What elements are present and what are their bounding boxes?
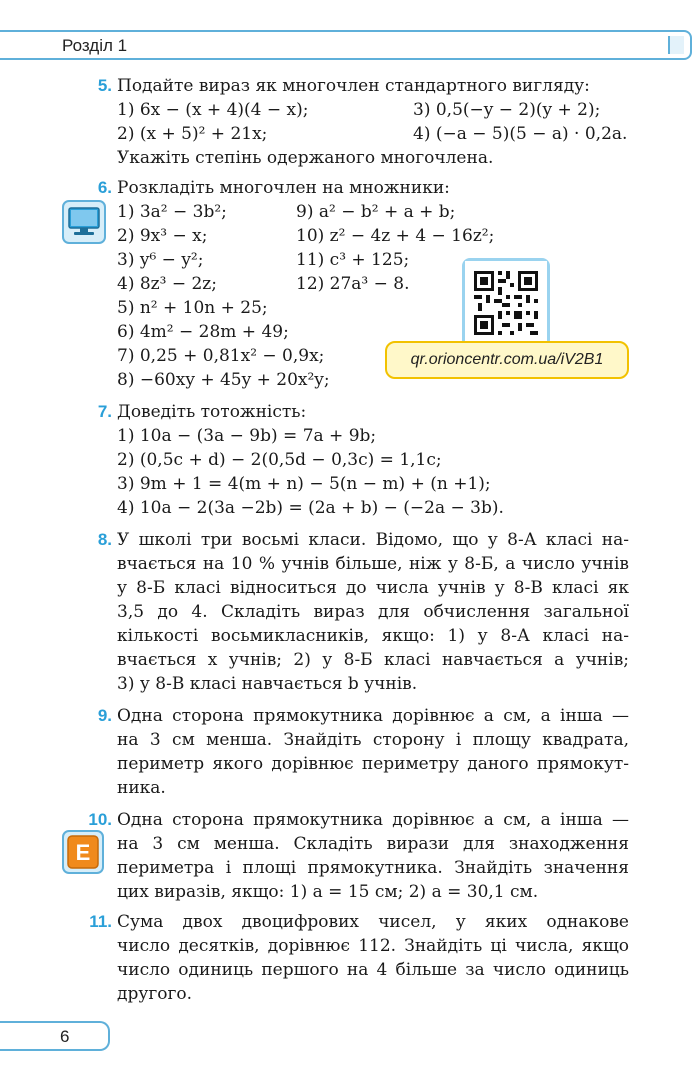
text-line: 3,5 до 4. Складіть вираз для обчислення загальної [117,602,629,622]
task-text [117,808,629,904]
text-line: У школі три восьмі класи. Відомо, що у 8-А класі на- [117,530,629,550]
task-number: 11. [89,912,112,931]
task-item: 6) 4m² − 28m + 49; [117,322,289,342]
task-item: 11) c³ + 125; [296,250,410,270]
text-line: число десятків, дорівнює 112. Знайдіть ці числа, якщо [117,936,629,956]
task-item: 2) (x + 5)² + 21x; [117,124,268,144]
text-line: на 3 см менша. Складіть вирази для знаходження [117,834,629,854]
text-line: Сума двох двоцифрових чисел, у яких однакове [117,912,629,932]
task-item: 1) 3a² − 3b²; [117,202,227,222]
text-line: 3) у 8-В класі навчається b учнів. [117,674,418,694]
task-number: 8. [97,530,112,549]
task-item: 2) 9x³ − x; [117,226,208,246]
task-item: 12) 27a³ − 8. [296,274,410,294]
task-item: 5) n² + 10n + 25; [117,298,268,318]
task-item: 4) 8z³ − 2z; [117,274,217,294]
text-line: периметра і площі прямокутника. Знайдіть значення [117,858,629,878]
qr-link-box[interactable] [385,341,629,379]
task-item: 7) 0,25 + 0,81x² − 0,9x; [117,346,325,366]
task-text [117,704,629,800]
section-header [0,30,692,60]
text-line: число одиниць першого на 4 більше за число одиниць [117,960,629,980]
task-outro: Укажіть степінь одержаного многочлена. [117,148,494,168]
task-number: 6. [97,178,112,197]
task-number: 7. [97,402,112,421]
page-footer [0,1021,110,1051]
task-item: 3) 9m + 1 = 4(m + n) − 5(n − m) + (n +1); [117,474,491,494]
text-line: ника. [117,778,166,798]
text-line: на 3 см менша. Знайдіть сторону і площу квадрата, [117,730,629,750]
task-item: 4) (−a − 5)(5 − a) · 0,2a. [413,124,628,144]
computer-icon [62,200,106,244]
text-line: кількості восьмикласників, якщо: 1) у 8-А класі на- [117,626,629,646]
task-item: 2) (0,5c + d) − 2(0,5d − 0,3c) = 1,1c; [117,450,442,470]
page-number: 6 [60,1027,70,1046]
task-item: 9) a² − b² + a + b; [296,202,456,222]
text-line: вчається x учнів; 2) у 8-Б класі навчається a учнів; [117,650,629,670]
task-item: 1) 6x − (x + 4)(4 − x); [117,100,309,120]
task-intro: Розкладіть многочлен на множники: [117,178,450,198]
task-text [117,528,629,696]
e-letter: E [75,840,91,865]
section-title: Розділ 1 [62,36,128,55]
qr-code-icon [465,261,547,345]
text-line: периметр якого дорівнює периметру даного прямокут- [117,754,629,774]
task-text [117,910,629,1006]
task-item: 8) −60xy + 45y + 20x²y; [117,370,330,390]
task-item: 1) 10a − (3a − 9b) = 7a + 9b; [117,426,377,446]
task-number: 5. [97,76,112,95]
task-number: 10. [88,810,112,829]
text-line: Одна сторона прямокутника дорівнює a см, а інша — [117,810,629,830]
task-intro: Доведіть тотожність: [117,402,307,422]
text-line: цих виразів, якщо: 1) a = 15 см; 2) a = 30,1 см. [117,882,539,902]
text-line: Одна сторона прямокутника дорівнює a см, а інша — [117,706,629,726]
text-line: у 8-Б класі відноситься до числа учнів у 8-В класі як [117,578,629,598]
e-letter-icon [62,830,104,874]
qr-code[interactable] [462,258,550,348]
task-item: 3) y⁶ − y²; [117,250,204,270]
qr-link-text[interactable]: qr.orioncentr.com.ua/iV2B1 [410,351,604,368]
text-line: другого. [117,984,193,1004]
task-item: 3) 0,5(−y − 2)(y + 2); [413,100,601,120]
task-intro: Подайте вираз як многочлен стандартного вигляду: [117,76,590,96]
header-tab-decoration [668,36,684,54]
task-number: 9. [97,706,112,725]
task-item: 10) z² − 4z + 4 − 16z²; [296,226,495,246]
text-line: вчається на 10 % учнів більше, ніж у 8-Б, а число учнів [117,554,629,574]
task-item: 4) 10a − 2(3a −2b) = (2a + b) − (−2a − 3b). [117,498,504,518]
